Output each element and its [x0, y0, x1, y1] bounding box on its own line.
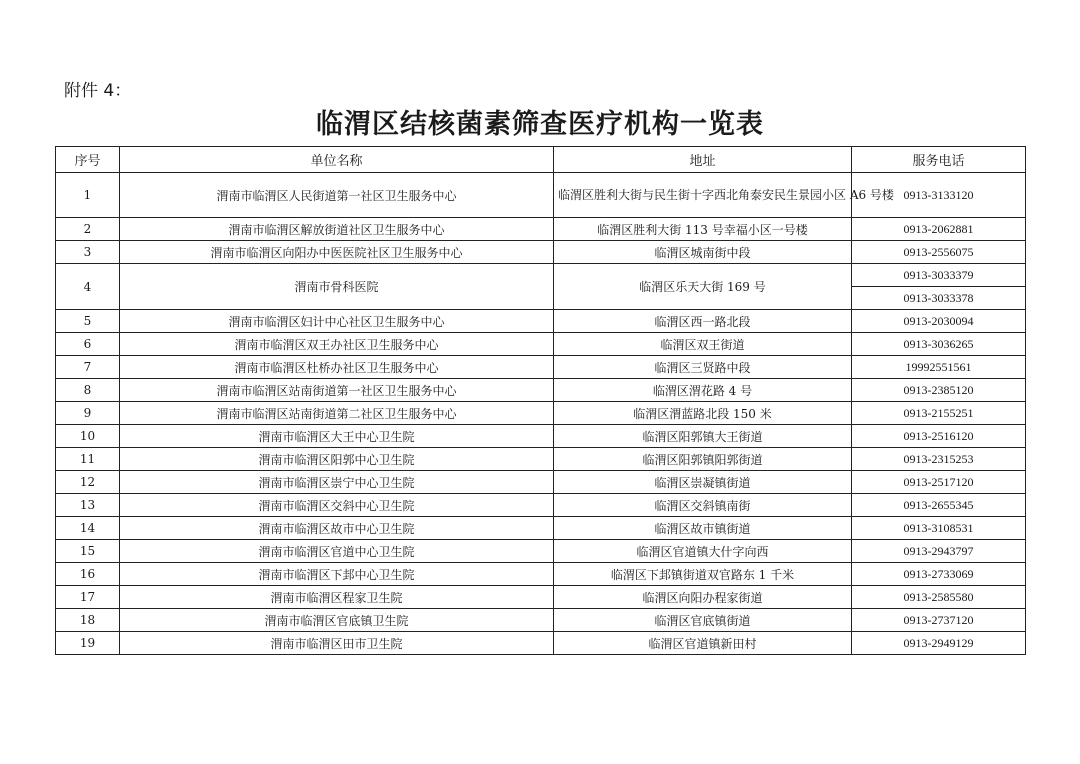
cell-no: 5 [56, 310, 120, 333]
table-row [56, 264, 1026, 287]
institution-table [55, 146, 1026, 655]
cell-no: 16 [56, 563, 120, 586]
cell-name: 渭南市骨科医院 [120, 264, 554, 310]
cell-address: 临渭区阳郭镇大王街道 [554, 425, 852, 448]
cell-no: 18 [56, 609, 120, 632]
cell-phone: 0913-2556075 [852, 241, 1026, 264]
cell-phone: 0913-3033378 [852, 287, 1026, 310]
cell-name: 渭南市临渭区官底镇卫生院 [120, 609, 554, 632]
table-row [56, 448, 1026, 471]
cell-address: 临渭区交斜镇南街 [554, 494, 852, 517]
table-row [56, 310, 1026, 333]
cell-name: 渭南市临渭区双王办社区卫生服务中心 [120, 333, 554, 356]
cell-address: 临渭区下邽镇街道双官路东 1 千米 [554, 563, 852, 586]
table-row [56, 218, 1026, 241]
cell-name: 渭南市临渭区官道中心卫生院 [120, 540, 554, 563]
cell-no: 17 [56, 586, 120, 609]
cell-no: 13 [56, 494, 120, 517]
cell-phone: 0913-2585580 [852, 586, 1026, 609]
table-row [56, 563, 1026, 586]
cell-name: 渭南市临渭区程家卫生院 [120, 586, 554, 609]
table-row [56, 517, 1026, 540]
table-row [56, 540, 1026, 563]
cell-address: 临渭区官道镇大什字向西 [554, 540, 852, 563]
cell-address: 临渭区双王街道 [554, 333, 852, 356]
cell-name: 渭南市临渭区解放街道社区卫生服务中心 [120, 218, 554, 241]
cell-phone: 0913-2062881 [852, 218, 1026, 241]
cell-phone: 0913-2030094 [852, 310, 1026, 333]
table-row [56, 356, 1026, 379]
cell-no: 4 [56, 264, 120, 310]
column-header-no: 序号 [56, 147, 120, 173]
cell-no: 8 [56, 379, 120, 402]
cell-phone: 0913-2655345 [852, 494, 1026, 517]
cell-phone: 0913-2943797 [852, 540, 1026, 563]
cell-no: 15 [56, 540, 120, 563]
table-row [56, 632, 1026, 655]
cell-address: 临渭区乐天大街 169 号 [554, 264, 852, 310]
cell-address: 临渭区向阳办程家街道 [554, 586, 852, 609]
cell-phone: 19992551561 [852, 356, 1026, 379]
column-header-name: 单位名称 [120, 147, 554, 173]
cell-phone: 0913-2155251 [852, 402, 1026, 425]
table-row [56, 609, 1026, 632]
cell-name: 渭南市临渭区杜桥办社区卫生服务中心 [120, 356, 554, 379]
cell-name: 渭南市临渭区人民街道第一社区卫生服务中心 [120, 173, 554, 218]
cell-address: 临渭区官道镇新田村 [554, 632, 852, 655]
cell-no: 14 [56, 517, 120, 540]
cell-no: 6 [56, 333, 120, 356]
cell-name: 渭南市临渭区下邽中心卫生院 [120, 563, 554, 586]
cell-no: 9 [56, 402, 120, 425]
cell-no: 7 [56, 356, 120, 379]
cell-address: 临渭区崇凝镇街道 [554, 471, 852, 494]
cell-phone: 0913-3036265 [852, 333, 1026, 356]
cell-name: 渭南市临渭区崇宁中心卫生院 [120, 471, 554, 494]
header-row [56, 147, 1026, 173]
table-row [56, 173, 1026, 218]
cell-name: 渭南市临渭区田市卫生院 [120, 632, 554, 655]
cell-phone: 0913-3133120 [852, 173, 1026, 218]
table-row [56, 586, 1026, 609]
cell-name: 渭南市临渭区大王中心卫生院 [120, 425, 554, 448]
cell-no: 19 [56, 632, 120, 655]
cell-name: 渭南市临渭区阳郭中心卫生院 [120, 448, 554, 471]
cell-no: 2 [56, 218, 120, 241]
table-row [56, 494, 1026, 517]
cell-phone: 0913-2733069 [852, 563, 1026, 586]
table-body [56, 173, 1026, 655]
cell-address: 临渭区胜利大街与民生街十字西北角泰安民生景园小区 A6 号楼 [554, 173, 852, 218]
cell-address: 临渭区渭蓝路北段 150 米 [554, 402, 852, 425]
cell-address: 临渭区城南街中段 [554, 241, 852, 264]
table-row [56, 241, 1026, 264]
table-row [56, 402, 1026, 425]
cell-address: 临渭区胜利大街 113 号幸福小区一号楼 [554, 218, 852, 241]
cell-phone: 0913-2949129 [852, 632, 1026, 655]
table-header [56, 147, 1026, 173]
cell-address: 临渭区渭花路 4 号 [554, 379, 852, 402]
cell-phone: 0913-3033379 [852, 264, 1026, 287]
cell-address: 临渭区西一路北段 [554, 310, 852, 333]
cell-no: 11 [56, 448, 120, 471]
table-row [56, 379, 1026, 402]
cell-address: 临渭区三贤路中段 [554, 356, 852, 379]
cell-name: 渭南市临渭区妇计中心社区卫生服务中心 [120, 310, 554, 333]
cell-no: 3 [56, 241, 120, 264]
cell-phone: 0913-2315253 [852, 448, 1026, 471]
column-header-phone: 服务电话 [852, 147, 1026, 173]
table-row [56, 425, 1026, 448]
table-row [56, 333, 1026, 356]
attachment-label: 附件 4： [64, 81, 132, 101]
cell-name: 渭南市临渭区站南街道第一社区卫生服务中心 [120, 379, 554, 402]
cell-address: 临渭区故市镇街道 [554, 517, 852, 540]
cell-no: 10 [56, 425, 120, 448]
cell-name: 渭南市临渭区故市中心卫生院 [120, 517, 554, 540]
cell-phone: 0913-2516120 [852, 425, 1026, 448]
cell-address: 临渭区阳郭镇阳郭街道 [554, 448, 852, 471]
table-row [56, 471, 1026, 494]
cell-phone: 0913-2517120 [852, 471, 1026, 494]
cell-name: 渭南市临渭区向阳办中医医院社区卫生服务中心 [120, 241, 554, 264]
cell-phone: 0913-2385120 [852, 379, 1026, 402]
cell-no: 12 [56, 471, 120, 494]
cell-phone: 0913-3108531 [852, 517, 1026, 540]
column-header-address: 地址 [554, 147, 852, 173]
document-title: 临渭区结核菌素筛查医疗机构一览表 [316, 109, 764, 140]
cell-address: 临渭区官底镇街道 [554, 609, 852, 632]
cell-name: 渭南市临渭区交斜中心卫生院 [120, 494, 554, 517]
cell-no: 1 [56, 173, 120, 218]
cell-phone: 0913-2737120 [852, 609, 1026, 632]
cell-name: 渭南市临渭区站南街道第二社区卫生服务中心 [120, 402, 554, 425]
